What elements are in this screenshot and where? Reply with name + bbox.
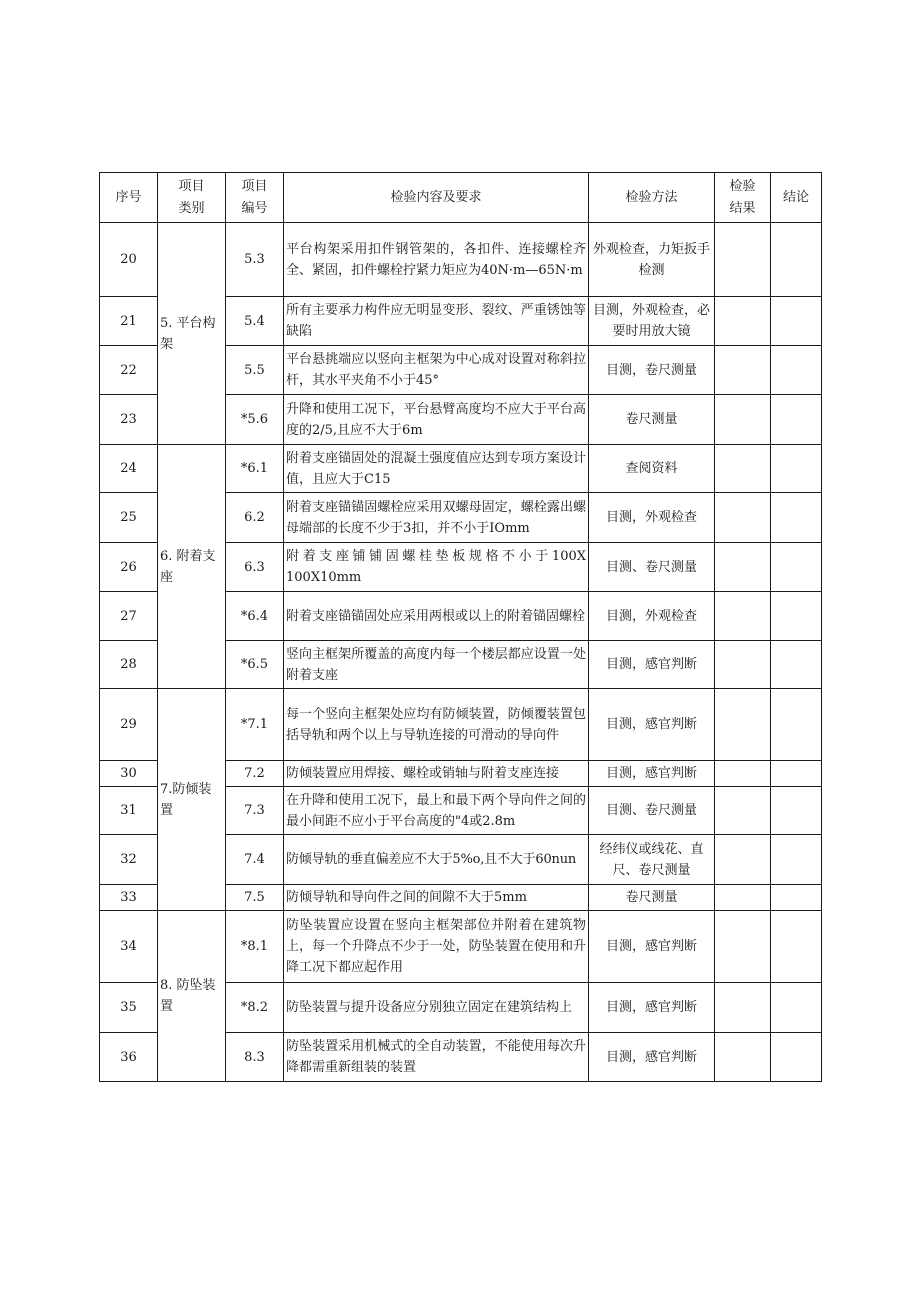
category-platform: 5. 平台构架 [158, 223, 226, 445]
row-method: 卷尺测量 [589, 885, 715, 911]
row-content: 每一个竖向主框架处应均有防倾装置，防倾覆装置包括导轨和两个以上与导轨连接的可滑动的导向件 [284, 689, 589, 761]
row-conclusion-cell [771, 885, 822, 911]
row-result-cell [715, 983, 771, 1033]
row-content: 附着支座锚锚固处应采用两根或以上的附着锚固螺栓 [284, 592, 589, 641]
row-content: 防倾导轨的垂直偏差应不大于5%o,且不大于60nun [284, 835, 589, 885]
row-result-cell [715, 493, 771, 543]
row-method: 目测，感官判断 [589, 1033, 715, 1082]
row-seq: 34 [100, 911, 158, 983]
header-conclusion: 结论 [771, 173, 822, 223]
row-result-cell [715, 1033, 771, 1082]
row-method: 目测、卷尺测量 [589, 543, 715, 592]
row-content: 在升降和使用工况下，最上和最下两个导向件之间的最小间距不应小于平台高度的"4或2.8m [284, 787, 589, 835]
row-method: 目测，外观检查 [589, 493, 715, 543]
row-method: 卷尺测量 [589, 395, 715, 445]
header-category: 项目 类别 [158, 173, 226, 223]
row-seq: 21 [100, 297, 158, 346]
row-conclusion-cell [771, 592, 822, 641]
row-code: *7.1 [226, 689, 284, 761]
row-result-cell [715, 223, 771, 297]
row-content: 平台构架采用扣件钢管架的，各扣件、连接螺栓齐全、紧固，扣件螺栓拧紧力矩应为40N·m—65N·m [284, 223, 589, 297]
row-result-cell [715, 835, 771, 885]
row-seq: 31 [100, 787, 158, 835]
row-code: 7.5 [226, 885, 284, 911]
row-content: 附着支座铺铺固螺桂垫板规格不小于100X 100X10mm [284, 543, 589, 592]
row-content: 竖向主框架所覆盖的高度内每一个楼层都应设置一处附着支座 [284, 641, 589, 689]
header-content: 检验内容及要求 [284, 173, 589, 223]
table-row [100, 445, 822, 493]
row-seq: 32 [100, 835, 158, 885]
row-method: 目测，卷尺测量 [589, 346, 715, 395]
row-content: 防坠装置应设置在竖向主框架部位并附着在建筑物上，每一个升降点不少于一处，防坠装置在使用和升降工况下都应起作用 [284, 911, 589, 983]
row-content: 升降和使用工况下，平台悬臂高度均不应大于平台高度的2/5,且应不大于6m [284, 395, 589, 445]
row-method: 目测，外观检查 [589, 592, 715, 641]
row-code: 5.4 [226, 297, 284, 346]
row-seq: 29 [100, 689, 158, 761]
row-content: 防倾导轨和导向件之间的间隙不大于5mm [284, 885, 589, 911]
row-conclusion-cell [771, 911, 822, 983]
row-code: *6.4 [226, 592, 284, 641]
row-code: *5.6 [226, 395, 284, 445]
row-method: 目测，感官判断 [589, 911, 715, 983]
row-code: *6.1 [226, 445, 284, 493]
row-conclusion-cell [771, 445, 822, 493]
row-content: 防坠装置采用机械式的全自动装置，不能使用每次升降都需重新组装的装置 [284, 1033, 589, 1082]
row-result-cell [715, 592, 771, 641]
row-method: 经纬仪或线花、直尺、卷尺测量 [589, 835, 715, 885]
row-code: 7.2 [226, 761, 284, 787]
row-method: 目测、卷尺测量 [589, 787, 715, 835]
row-seq: 23 [100, 395, 158, 445]
category-attach: 6. 附着支座 [158, 445, 226, 689]
row-content: 防坠装置与提升设备应分别独立固定在建筑结构上 [284, 983, 589, 1033]
row-conclusion-cell [771, 395, 822, 445]
row-result-cell [715, 787, 771, 835]
row-code: *6.5 [226, 641, 284, 689]
row-conclusion-cell [771, 493, 822, 543]
row-seq: 26 [100, 543, 158, 592]
row-code: *8.1 [226, 911, 284, 983]
row-seq: 25 [100, 493, 158, 543]
row-content: 附着支座锚锚固螺栓应采用双螺母固定，螺栓露出螺母端部的长度不少于3扣，并不小于IOmm [284, 493, 589, 543]
row-result-cell [715, 395, 771, 445]
row-content: 平台悬挑端应以竖向主框架为中心成对设置对称斜拉杆，其水平夹角不小于45° [284, 346, 589, 395]
row-method: 目测，感官判断 [589, 689, 715, 761]
row-method: 外观检查，力矩扳手检测 [589, 223, 715, 297]
header-code: 项目 编号 [226, 173, 284, 223]
row-conclusion-cell [771, 346, 822, 395]
row-conclusion-cell [771, 761, 822, 787]
row-code: 6.2 [226, 493, 284, 543]
row-conclusion-cell [771, 787, 822, 835]
row-method: 目测，感官判断 [589, 761, 715, 787]
row-seq: 30 [100, 761, 158, 787]
row-result-cell [715, 641, 771, 689]
row-code: 5.5 [226, 346, 284, 395]
row-code: 7.4 [226, 835, 284, 885]
row-conclusion-cell [771, 835, 822, 885]
row-result-cell [715, 689, 771, 761]
row-code: 6.3 [226, 543, 284, 592]
row-method: 目测，感官判断 [589, 641, 715, 689]
row-seq: 20 [100, 223, 158, 297]
row-result-cell [715, 445, 771, 493]
header-result: 检验 结果 [715, 173, 771, 223]
row-code: *8.2 [226, 983, 284, 1033]
row-seq: 27 [100, 592, 158, 641]
row-result-cell [715, 297, 771, 346]
row-result-cell [715, 761, 771, 787]
row-result-cell [715, 885, 771, 911]
row-seq: 28 [100, 641, 158, 689]
table-row [100, 223, 822, 297]
row-result-cell [715, 911, 771, 983]
category-antitilt: 7.防倾装置 [158, 689, 226, 911]
row-seq: 22 [100, 346, 158, 395]
header-method: 检验方法 [589, 173, 715, 223]
inspection-table [99, 172, 822, 1082]
header-row [100, 173, 822, 223]
row-result-cell [715, 346, 771, 395]
row-conclusion-cell [771, 297, 822, 346]
row-method: 查阅资料 [589, 445, 715, 493]
table-row [100, 689, 822, 761]
row-conclusion-cell [771, 223, 822, 297]
header-seq: 序号 [100, 173, 158, 223]
row-conclusion-cell [771, 641, 822, 689]
row-method: 目测，感官判断 [589, 983, 715, 1033]
row-seq: 35 [100, 983, 158, 1033]
row-conclusion-cell [771, 543, 822, 592]
category-antifall: 8. 防坠装置 [158, 911, 226, 1082]
row-seq: 36 [100, 1033, 158, 1082]
row-method: 目测，外观检查，必要时用放大镜 [589, 297, 715, 346]
row-conclusion-cell [771, 689, 822, 761]
row-content: 附着支座锚固处的混凝土强度值应达到专项方案设计值，且应大于C15 [284, 445, 589, 493]
table-row [100, 911, 822, 983]
row-content: 防倾装置应用焊接、螺栓或销轴与附着支座连接 [284, 761, 589, 787]
row-code: 7.3 [226, 787, 284, 835]
row-conclusion-cell [771, 1033, 822, 1082]
row-seq: 33 [100, 885, 158, 911]
row-conclusion-cell [771, 983, 822, 1033]
row-code: 5.3 [226, 223, 284, 297]
row-code: 8.3 [226, 1033, 284, 1082]
row-content: 所有主要承力构件应无明显变形、裂纹、严重锈蚀等缺陷 [284, 297, 589, 346]
row-result-cell [715, 543, 771, 592]
row-seq: 24 [100, 445, 158, 493]
